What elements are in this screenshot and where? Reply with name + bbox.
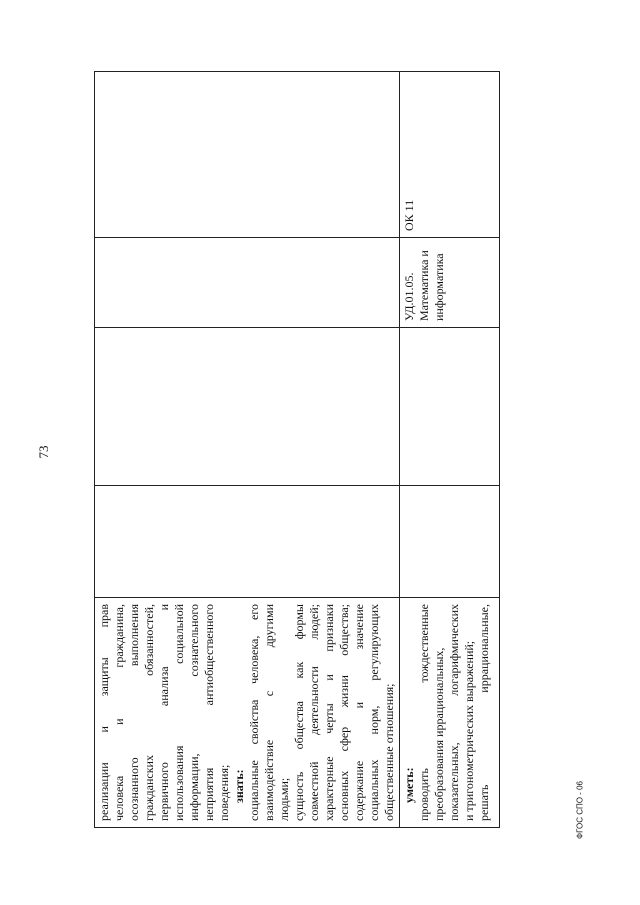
skill-line: основных сфер жизни общества; [337,604,351,821]
empty-cell [400,486,500,598]
skill-line: сущность общества как формы [292,604,306,821]
skill-line: проводить тождественные [417,604,431,821]
skills-cell [95,598,400,828]
skills-cell [400,598,500,828]
skill-line: совместной деятельности людей; [307,604,321,821]
skill-line: решать иррациональные, [477,604,491,821]
empty-cell [95,328,400,486]
skill-line: гражданских обязанностей, [142,604,156,821]
empty-cell [95,238,400,328]
table-row [400,72,500,828]
skill-line: взаимодействие с другими [262,604,276,821]
table-row [95,72,400,828]
curriculum-table-rotated [94,72,496,828]
skill-line: характерные черты и признаки [322,604,336,821]
skill-line: и тригонометрических выражений; [462,640,476,821]
skill-line: показательных, логарифмических [447,604,461,821]
skill-line: содержание и значение [352,604,366,821]
skill-line: общественные отношения; [382,683,396,821]
skill-heading: уметь: [402,767,416,803]
skill-line: социальных норм, регулирующих [367,604,381,821]
footer-code: ФГОС СПО - 06 [575,781,585,839]
curriculum-table [94,71,500,828]
empty-cell [95,72,400,238]
skill-heading: знать: [232,769,246,803]
skill-line: информации, сознательного [187,604,201,821]
skill-line: первичного анализа и [157,604,171,821]
skill-line: человека и гражданина, [112,604,126,821]
skill-line: использования социальной [172,604,186,821]
skill-line: осознанного выполнения [127,604,141,821]
skill-line: неприятия антиобщественного [202,604,216,821]
skill-line: преобразования иррациональных, [432,647,446,821]
skill-line: социальные свойства человека, его [247,604,261,821]
skill-line: реализации и защиты прав [97,604,111,821]
competence-cell: ОК 11 [400,72,500,238]
skill-line: людьми; [277,777,291,821]
empty-cell [400,328,500,486]
page-number: 73 [36,445,51,459]
skill-line: поведения; [217,764,231,821]
discipline-cell: УД.01.05. Математика и информатика [400,238,500,328]
empty-cell [95,486,400,598]
